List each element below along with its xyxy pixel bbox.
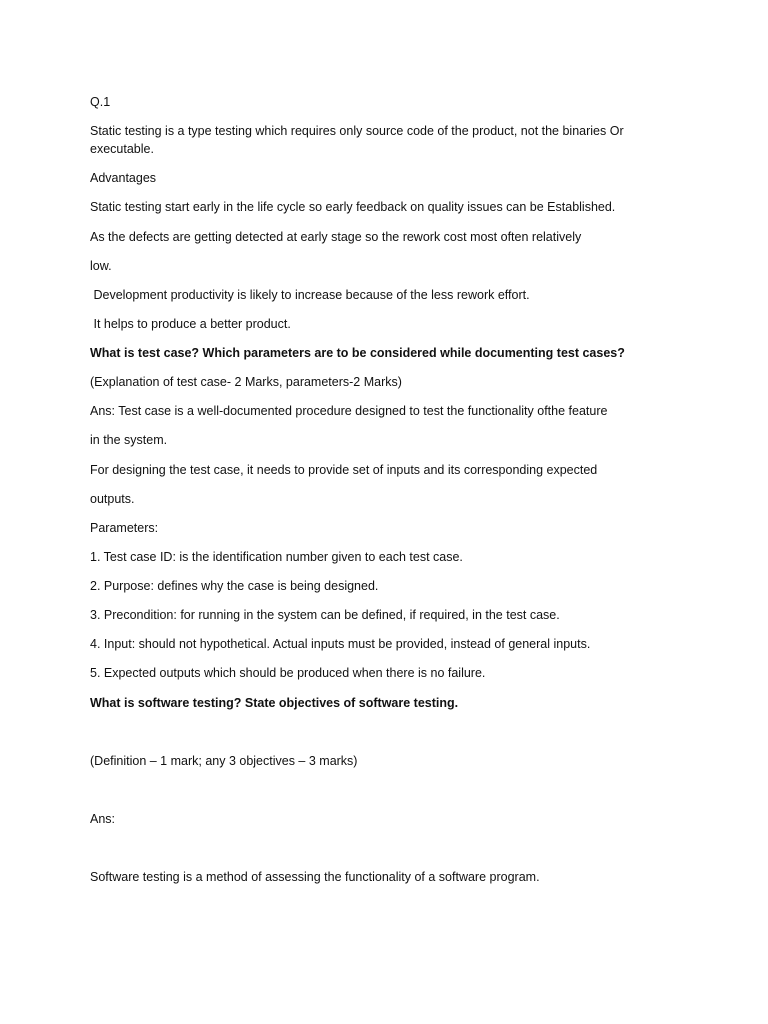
- parameter-item: 1. Test case ID: is the identification number given to each test case.: [90, 550, 463, 564]
- advantage-item: Static testing start early in the life cycle so early feedback on quality issues can be Established.: [90, 200, 616, 214]
- parameters-heading: Parameters:: [90, 521, 159, 535]
- advantage-item: As the defects are getting detected at early stage so the rework cost most often relatively: [90, 230, 582, 244]
- software-testing-marks: (Definition – 1 mark; any 3 objectives – 3 marks): [90, 754, 358, 768]
- advantage-item: It helps to produce a better product.: [90, 317, 291, 331]
- designing-paragraph-continuation: outputs.: [90, 492, 135, 506]
- test-case-answer: Ans: Test case is a well-documented procedure designed to test the functionality ofthe feature: [90, 404, 608, 418]
- parameter-item: 2. Purpose: defines why the case is being designed.: [90, 579, 379, 593]
- advantage-item: Development productivity is likely to increase because of the less rework effort.: [90, 288, 530, 302]
- parameter-item: 3. Precondition: for running in the system can be defined, if required, in the test case.: [90, 608, 560, 622]
- test-case-question: What is test case? Which parameters are to be considered while documenting test cases?: [90, 346, 625, 360]
- answer-label: Ans:: [90, 812, 116, 826]
- static-testing-definition: Static testing is a type testing which requires only source code of the product, not the binaries Or executable.: [90, 124, 624, 156]
- advantage-item-continuation: low.: [90, 259, 112, 273]
- software-testing-question: What is software testing? State objectives of software testing.: [90, 696, 459, 710]
- advantages-heading: Advantages: [90, 171, 157, 185]
- parameter-item: 4. Input: should not hypothetical. Actual inputs must be provided, instead of general inputs.: [90, 637, 591, 651]
- designing-paragraph: For designing the test case, it needs to provide set of inputs and its corresponding expected: [90, 463, 598, 477]
- test-case-answer-continuation: in the system.: [90, 433, 168, 447]
- test-case-marks: (Explanation of test case- 2 Marks, parameters-2 Marks): [90, 375, 402, 389]
- question-1-label: Q.1: [90, 95, 111, 109]
- parameter-item: 5. Expected outputs which should be produced when there is no failure.: [90, 666, 486, 680]
- software-testing-definition: Software testing is a method of assessing the functionality of a software program.: [90, 870, 540, 884]
